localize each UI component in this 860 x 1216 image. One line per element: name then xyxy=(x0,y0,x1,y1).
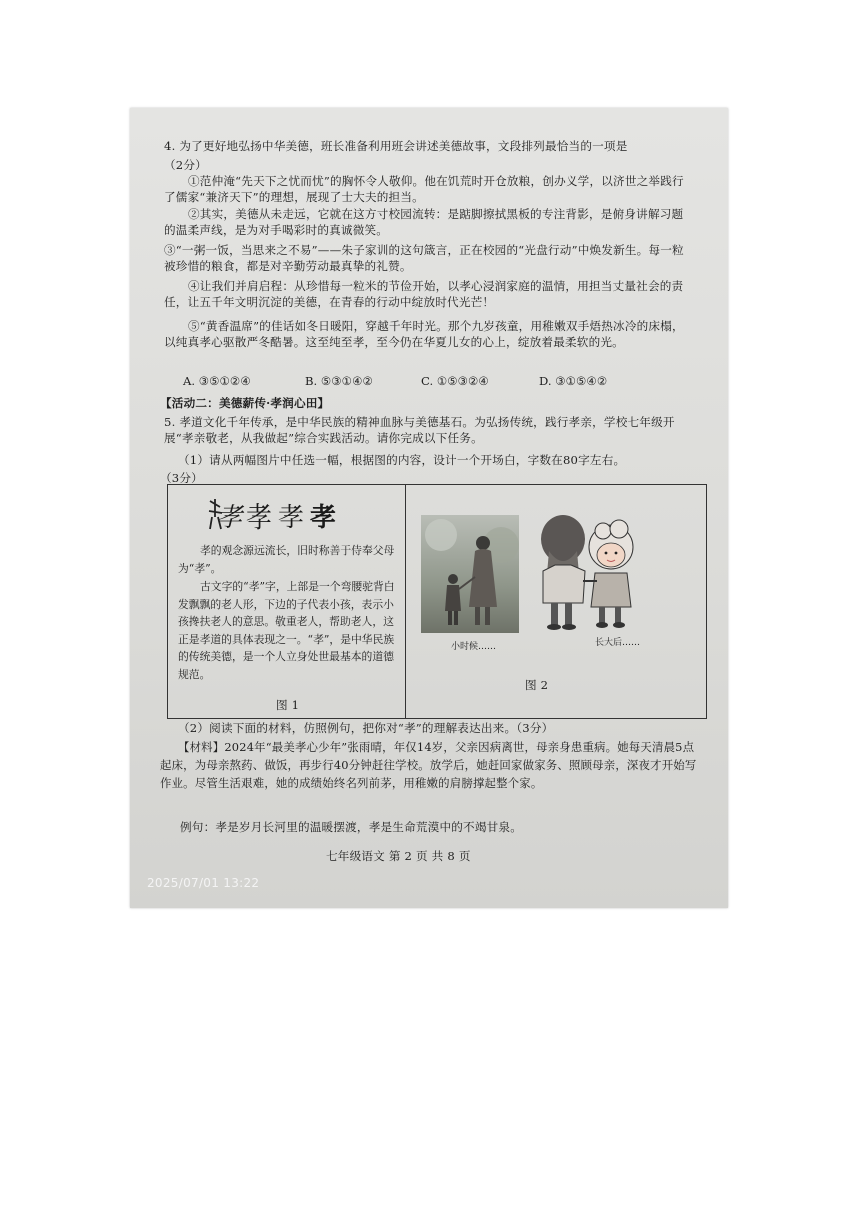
seal-character-small-seal: 孝 xyxy=(278,503,305,533)
figure-1-text-2: 古文字的“孝”字，上部是一个弯腰驼背白发飘飘的老人形，下边的子代表小孩，表示小孩搀扶老人的意思。敬重老人，帮助老人，这正是孝道的具体表现之一。“孝”，是中华民族的传统美德，是一个人立身处世最基本的道德规范。 xyxy=(178,580,395,681)
activity-two-heading: 【活动二：美德薪传·孝润心田】 xyxy=(160,396,330,410)
figure-1-text-1: 孝的观念源远流长，旧时称善于侍奉父母为“孝”。 xyxy=(178,544,395,575)
q5-task-2: （2）阅读下面的材料，仿照例句，把你对“孝”的理解表达出来。（3分） xyxy=(178,721,554,735)
q5-material: 【材料】2024年“最美孝心少年”张雨晴，年仅14岁，父亲因病离世，母亲身患重病。她每天清晨5点起床，为母亲熬药、做饭，再步行40分钟赶往学校。放学后，她赶回家做家务、照顾母亲，深夜才开始写作业。尽管生活艰难，她的成绩始终名列前茅，用稚嫩的肩膀撑起整个家。 xyxy=(160,740,697,790)
q4-paragraph-3: ③“一粥一饭，当思来之不易”——朱子家训的这句箴言，正在校园的“光盘行动”中焕发新生。每一粒被珍惜的粮食，都是对辛勤劳动最真挚的礼赞。 xyxy=(164,243,684,273)
photo-timestamp: 2025/07/01 13:22 xyxy=(147,876,260,890)
cartoon-grown-up xyxy=(527,511,645,637)
option-a: A. ③⑤①②④ xyxy=(183,374,251,388)
seal-character-ancient: 孝 xyxy=(216,503,243,533)
option-d: D. ③①⑤④② xyxy=(539,374,608,388)
q5-intro: 5. 孝道文化千年传承，是中华民族的精神血脉与美德基石。为弘扬传统，践行孝亲，学校七年级开展“孝亲敬老，从我做起”综合实践活动。请你完成以下任务。 xyxy=(164,415,675,445)
q4-paragraph-5: ⑤“黄香温席”的佳话如冬日暖阳，穿越千年时光。那个九岁孩童，用稚嫩双手焐热冰冷的床榻，以纯真孝心驱散严冬酷暑。这至纯至孝，至今仍在华夏儿女的心上，绽放着最柔软的光。 xyxy=(164,319,684,349)
q4-paragraph-4: ④让我们并肩启程：从珍惜每一粒米的节俭开始，以孝心浸润家庭的温情，用担当丈量社会的责任，让五千年文明沉淀的美德，在青春的行动中绽放时代光芒！ xyxy=(164,279,684,309)
q5-task-1: （1）请从两幅图片中任选一幅，根据图的内容，设计一个开场白，字数在80字左右。 xyxy=(178,453,626,467)
seal-character-bronze: 孝 xyxy=(246,501,273,535)
oracle-figure-icon xyxy=(206,497,226,531)
q4-paragraph-1: ①范仲淹“先天下之忧而忧”的胸怀令人敬仰。他在饥荒时开仓放粮，创办义学，以济世之举践行了儒家“兼济天下”的理想，展现了士大夫的担当。 xyxy=(164,174,684,204)
figure-2-caption: 图 2 xyxy=(525,678,549,692)
q4-stem: 4. 为了更好地弘扬中华美德，班长准备利用班会讲述美德故事，文段排列最恰当的一项是 xyxy=(164,139,628,153)
seal-character-regular: 孝 xyxy=(310,503,337,533)
photo-childhood xyxy=(421,515,519,633)
figure-1 xyxy=(168,485,406,718)
option-c: C. ①⑤③②④ xyxy=(421,374,489,388)
figure-box xyxy=(167,484,707,719)
figure-2-left-caption: 小时候…… xyxy=(451,642,497,652)
page-footer: 七年级语文 第 2 页 共 8 页 xyxy=(326,849,471,863)
q4-score: （2分） xyxy=(164,158,207,172)
figure-2-right-caption: 长大后…… xyxy=(595,638,641,648)
exam-page xyxy=(130,108,728,908)
q4-paragraph-2: ②其实，美德从未走远，它就在这方寸校园流转：是踮脚擦拭黑板的专注背影，是俯身讲解习题的温柔声线，是为对手喝彩时的真诚微笑。 xyxy=(164,207,684,237)
q5-task-1-score: （3分） xyxy=(160,471,203,485)
q5-example: 例句：孝是岁月长河里的温暖摆渡，孝是生命荒漠中的不竭甘泉。 xyxy=(180,820,523,834)
figure-1-caption: 图 1 xyxy=(276,698,300,712)
figure-2 xyxy=(407,485,707,718)
option-b: B. ⑤③①④② xyxy=(305,374,373,388)
